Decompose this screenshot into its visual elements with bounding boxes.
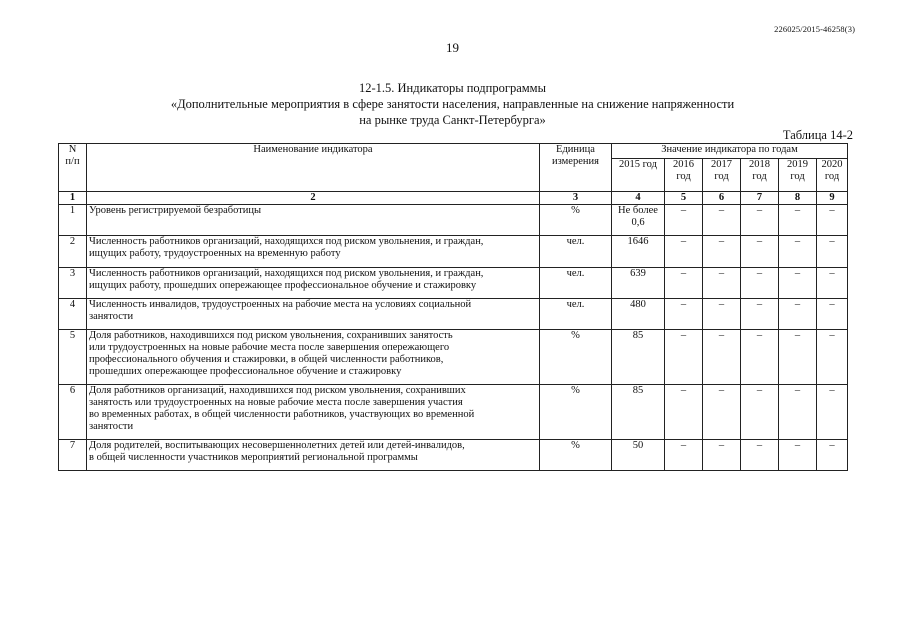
column-number: 3 xyxy=(540,192,612,205)
indicators-table-wrapper xyxy=(58,143,848,471)
indicator-value: – xyxy=(817,385,848,440)
indicator-name: Численность работников организаций, находящихся под риском увольнения, и граждан, ищущих работу, прошедших опережающее профессиональное обучение и стажировку xyxy=(87,268,540,299)
column-number: 7 xyxy=(741,192,779,205)
indicator-value: – xyxy=(817,440,848,471)
header-year: 2018 год xyxy=(741,159,779,192)
header-year: 2020 год xyxy=(817,159,848,192)
heading-line-1: 12-1.5. Индикаторы подпрограммы xyxy=(358,81,546,95)
row-number: 1 xyxy=(59,205,87,236)
column-number: 8 xyxy=(779,192,817,205)
table-row xyxy=(59,385,848,440)
indicator-value: – xyxy=(741,236,779,268)
indicator-value: – xyxy=(703,385,741,440)
header-year: 2017 год xyxy=(703,159,741,192)
indicator-value: – xyxy=(779,299,817,330)
column-numbers-row xyxy=(59,192,848,205)
indicator-unit: % xyxy=(540,330,612,385)
indicator-value: 1646 xyxy=(612,236,665,268)
indicator-value: – xyxy=(741,440,779,471)
indicator-unit: чел. xyxy=(540,299,612,330)
indicator-value: – xyxy=(741,330,779,385)
indicator-value: – xyxy=(665,299,703,330)
table-row xyxy=(59,236,848,268)
indicator-value: 639 xyxy=(612,268,665,299)
indicator-value: – xyxy=(703,236,741,268)
indicator-value: – xyxy=(703,299,741,330)
indicator-name: Доля работников, находившихся под риском увольнения, сохранивших занятость или трудоустроенных на новые рабочие места после завершения опережающего профессионального обучения и стажировки, в общей численности работников, прошедших опережающее профессиональное обучение и стажировку xyxy=(87,330,540,385)
indicator-value: – xyxy=(817,299,848,330)
column-number: 9 xyxy=(817,192,848,205)
indicator-value: – xyxy=(817,236,848,268)
table-body xyxy=(59,144,848,471)
header-num: N п/п xyxy=(59,144,87,192)
indicator-value: – xyxy=(665,440,703,471)
indicator-value: – xyxy=(703,330,741,385)
column-number: 1 xyxy=(59,192,87,205)
indicator-value: – xyxy=(741,299,779,330)
header-row xyxy=(59,144,848,159)
indicator-value: – xyxy=(779,205,817,236)
indicator-value: – xyxy=(817,330,848,385)
indicator-value: 85 xyxy=(612,330,665,385)
indicator-name: Численность работников организаций, находящихся под риском увольнения, и граждан, ищущих работу, трудоустроенных на временную работу xyxy=(87,236,540,268)
indicator-name: Доля работников организаций, находившихся под риском увольнения, сохранивших занятость или трудоустроенных на новые рабочие места после завершения участия во временных работах, в общей численности работников, участвующих во временной занятости xyxy=(87,385,540,440)
header-values-group: Значение индикатора по годам xyxy=(612,144,848,159)
indicator-value: – xyxy=(817,205,848,236)
header-year: 2019 год xyxy=(779,159,817,192)
row-number: 5 xyxy=(59,330,87,385)
column-number: 6 xyxy=(703,192,741,205)
section-heading xyxy=(0,80,905,128)
indicator-unit: % xyxy=(540,440,612,471)
indicator-value: – xyxy=(741,385,779,440)
column-number: 5 xyxy=(665,192,703,205)
table-row xyxy=(59,440,848,471)
indicator-value: – xyxy=(665,268,703,299)
column-number: 4 xyxy=(612,192,665,205)
indicator-value: – xyxy=(779,385,817,440)
indicator-value: Не более 0,6 xyxy=(612,205,665,236)
heading-line-2: «Дополнительные мероприятия в сфере занятости населения, направленные на снижение напряженности xyxy=(170,97,735,111)
indicator-value: – xyxy=(741,205,779,236)
indicator-unit: % xyxy=(540,385,612,440)
indicator-name: Численность инвалидов, трудоустроенных на рабочие места на условиях социальной занятости xyxy=(87,299,540,330)
page-number: 19 xyxy=(446,40,459,55)
header-year: 2015 год xyxy=(612,159,665,192)
indicator-name: Доля родителей, воспитывающих несовершеннолетних детей или детей-инвалидов, в общей численности участников мероприятий региональной программы xyxy=(87,440,540,471)
row-number: 4 xyxy=(59,299,87,330)
row-number: 7 xyxy=(59,440,87,471)
indicator-value: – xyxy=(703,440,741,471)
column-number: 2 xyxy=(87,192,540,205)
indicator-name: Уровень регистрируемой безработицы xyxy=(87,205,540,236)
header-year: 2016 год xyxy=(665,159,703,192)
heading-line-3: на рынке труда Санкт-Петербурга» xyxy=(359,113,546,127)
indicator-value: – xyxy=(665,236,703,268)
indicator-value: – xyxy=(779,440,817,471)
row-number: 2 xyxy=(59,236,87,268)
table-row xyxy=(59,268,848,299)
indicator-value: – xyxy=(741,268,779,299)
row-number: 3 xyxy=(59,268,87,299)
row-number: 6 xyxy=(59,385,87,440)
document-code: 226025/2015-46258(3) xyxy=(774,24,855,34)
table-row xyxy=(59,205,848,236)
indicator-unit: чел. xyxy=(540,236,612,268)
indicator-unit: % xyxy=(540,205,612,236)
indicator-value: – xyxy=(665,330,703,385)
table-label: Таблица 14-2 xyxy=(782,128,853,142)
indicator-unit: чел. xyxy=(540,268,612,299)
indicator-value: – xyxy=(703,205,741,236)
indicator-value: – xyxy=(779,268,817,299)
indicator-value: – xyxy=(779,330,817,385)
indicator-value: – xyxy=(665,385,703,440)
indicators-table xyxy=(58,143,848,471)
header-unit: Единица измерения xyxy=(540,144,612,192)
header-name: Наименование индикатора xyxy=(87,144,540,192)
indicator-value: 480 xyxy=(612,299,665,330)
indicator-value: – xyxy=(817,268,848,299)
indicator-value: 50 xyxy=(612,440,665,471)
indicator-value: 85 xyxy=(612,385,665,440)
table-row xyxy=(59,299,848,330)
indicator-value: – xyxy=(665,205,703,236)
indicator-value: – xyxy=(779,236,817,268)
indicator-value: – xyxy=(703,268,741,299)
table-row xyxy=(59,330,848,385)
